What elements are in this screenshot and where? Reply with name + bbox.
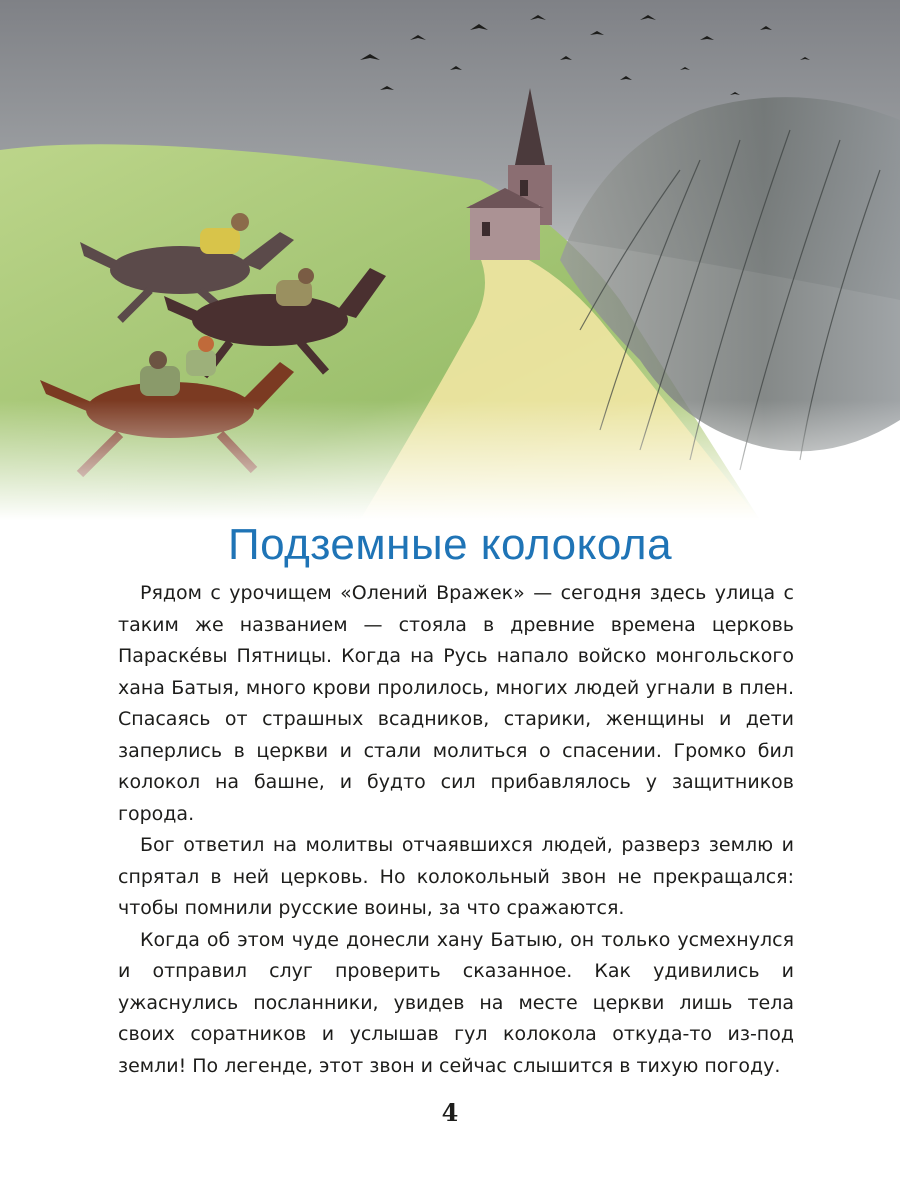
paragraph: Когда об этом чуде донесли хану Батыю, он только усмехнулся и отправил слуг проверить сказанное. Как удивились и ужаснулись посланники, увидев на месте церкви лишь тела своих соратников и услышав гул колокола откуда-то из-под земли! По легенде, этот звон и сейчас слышится в тихую погоду. <box>118 928 794 1077</box>
paragraph: Рядом с урочищем «Олений Вражек» — сегодня здесь улица с таким же названием — стояла в древние времена церковь Параске́вы Пятницы. Когда на Русь напало войско монгольского хана Батыя, много крови пролилось, многих людей угнали в плен. Спасаясь от страшных всадников, старики, женщины и дети заперлись в церкви и стали молиться о спасении. Громко бил колокол на башне, и будто сил прибавлялось у защитников города. <box>118 582 794 825</box>
page-title: Подземные колокола <box>227 520 673 569</box>
horsemen-church-illustration <box>0 0 900 520</box>
page-number: 4 <box>441 1098 459 1127</box>
story-text <box>118 578 794 1082</box>
paragraph: Бог ответил на молитвы отчаявшихся людей, разверз землю и спрятал в ней церковь. Но колокольный звон не прекращался: чтобы помнили русские воины, за что сражаются. <box>118 834 794 919</box>
